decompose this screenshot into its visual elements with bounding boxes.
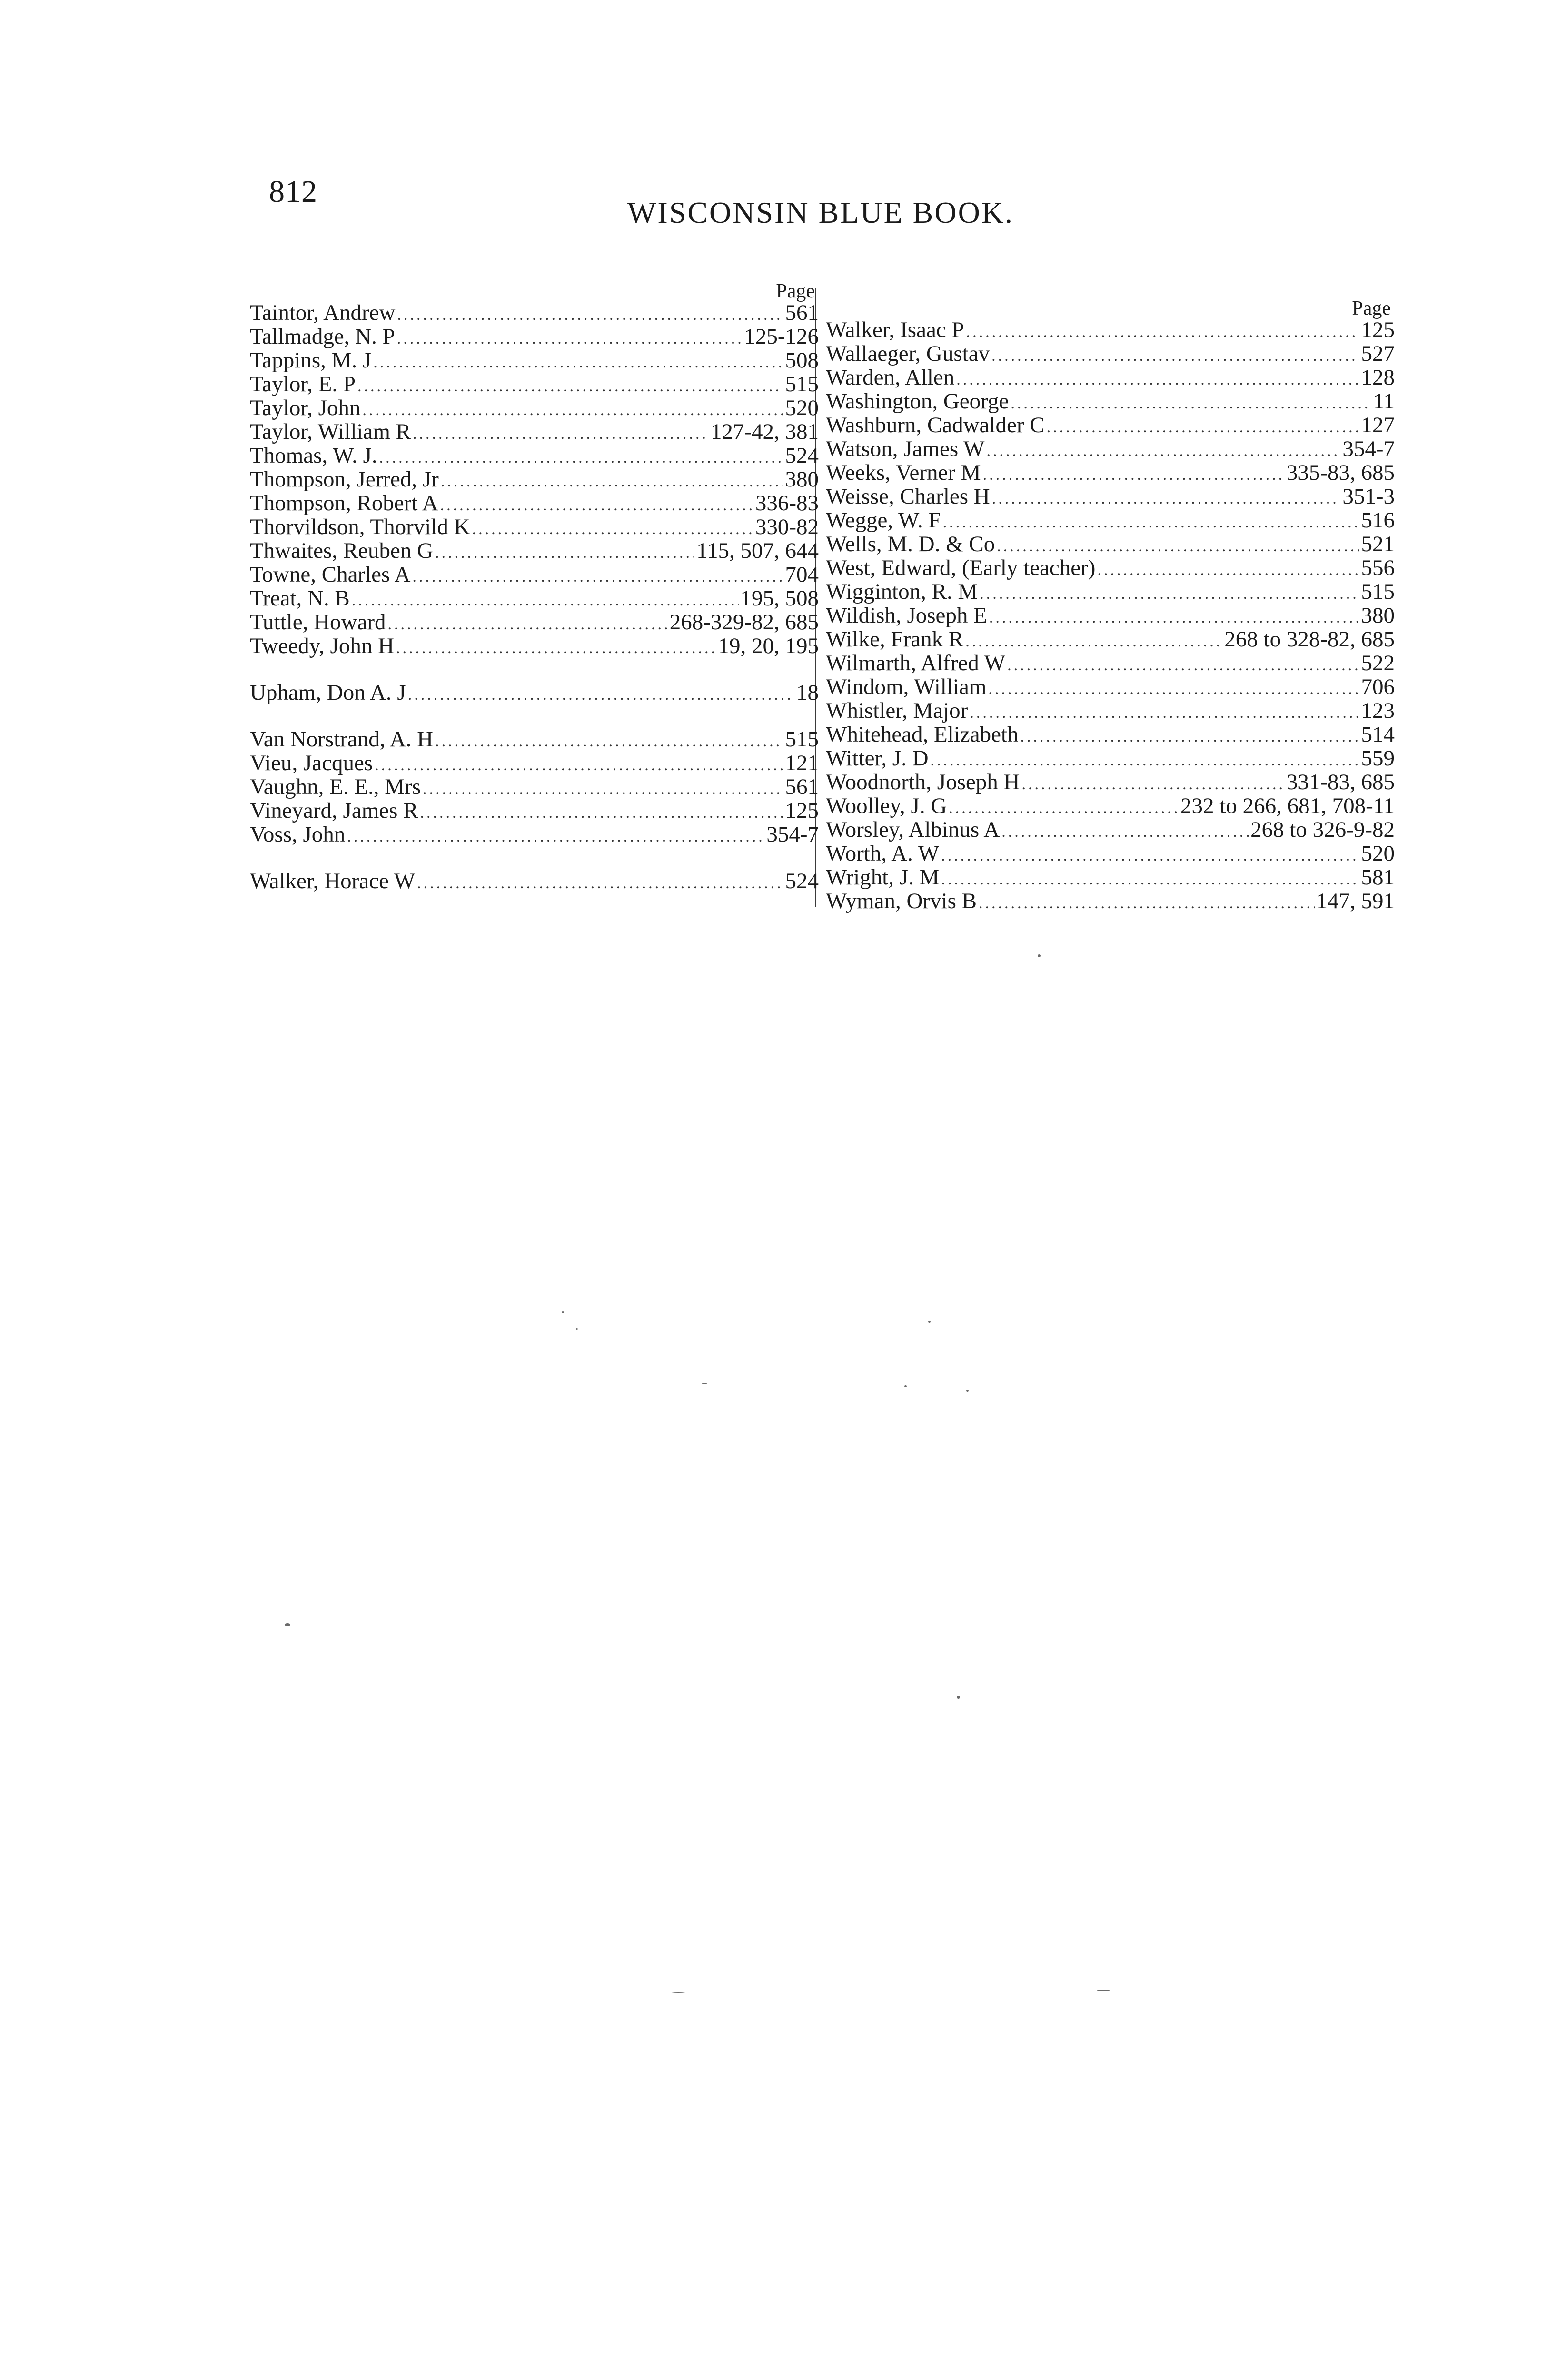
dot-leader [397, 303, 783, 327]
entry-name: Weeks, Verner M [826, 460, 981, 485]
entry-pages: 380 [785, 467, 819, 492]
entry-name: Whistler, Major [826, 698, 968, 723]
dot-leader [441, 470, 783, 494]
entry-name: Vaughn, E. E., Mrs [250, 774, 421, 799]
dot-leader [435, 730, 783, 754]
entry-pages: 581 [1361, 865, 1395, 890]
entry-name: West, Edward, (Early teacher) [826, 555, 1096, 580]
dot-leader [347, 825, 764, 849]
entry-name: Thompson, Robert A [250, 491, 438, 516]
dot-leader [983, 463, 1285, 487]
entry-pages: 127-42, 381 [710, 419, 819, 444]
entry-name: Upham, Don A. J [250, 680, 406, 705]
index-entry [250, 325, 819, 348]
index-entry [826, 770, 1395, 794]
dot-leader [970, 701, 1359, 725]
index-entry [250, 491, 819, 515]
dot-leader [949, 796, 1179, 820]
index-entry [250, 799, 819, 823]
index-entry [250, 634, 819, 658]
index-entry [826, 508, 1395, 532]
scan-speck [957, 1696, 960, 1699]
index-entry [250, 467, 819, 491]
scan-speck [966, 1390, 969, 1392]
section-gap [250, 846, 819, 869]
entry-pages: 508 [785, 348, 819, 373]
entry-pages: 268 to 328-82, 685 [1224, 627, 1395, 652]
dot-leader [412, 565, 783, 589]
index-entry [826, 389, 1395, 413]
dot-leader [986, 439, 1340, 463]
entry-pages: 123 [1361, 698, 1395, 723]
page-column-heading: Page [776, 280, 815, 302]
index-entry [250, 610, 819, 634]
entry-pages: 520 [1361, 841, 1395, 866]
entry-pages: 268-329-82, 685 [669, 610, 819, 635]
entry-pages: 514 [1361, 722, 1395, 747]
entry-pages: 516 [1361, 508, 1395, 533]
entry-name: Wildish, Joseph E [826, 603, 987, 628]
entry-pages: 335-83, 685 [1286, 460, 1395, 485]
dot-leader [980, 582, 1359, 606]
entry-pages: 521 [1361, 532, 1395, 556]
index-entry [826, 723, 1395, 746]
entry-pages: 559 [1361, 746, 1395, 771]
index-entry [826, 413, 1395, 437]
index-entry [826, 485, 1395, 508]
index-column-right [826, 299, 1395, 913]
scan-speck [702, 1383, 707, 1384]
entry-name: Windom, William [826, 674, 987, 699]
entry-name: Watson, James W [826, 436, 985, 461]
dot-leader [379, 446, 783, 470]
index-entry [250, 823, 819, 846]
dot-leader [988, 677, 1359, 701]
entry-name: Treat, N. B [250, 586, 350, 611]
index-entry [826, 366, 1395, 389]
entry-pages: 556 [1361, 555, 1395, 580]
entry-pages: 268 to 326-9-82 [1250, 817, 1395, 842]
dot-leader [943, 511, 1359, 535]
index-column-left [250, 282, 819, 893]
entry-pages: 127 [1361, 413, 1395, 437]
entry-name: Walker, Horace W [250, 869, 416, 893]
entry-pages: 232 to 266, 681, 708-11 [1180, 793, 1395, 818]
index-entry [826, 532, 1395, 556]
entry-pages: 706 [1361, 674, 1395, 699]
scan-speck [671, 1992, 685, 1993]
entry-name: Whitehead, Elizabeth [826, 722, 1019, 747]
entry-name: Tuttle, Howard [250, 610, 386, 635]
dot-leader [991, 344, 1359, 368]
entry-name: Towne, Charles A [250, 562, 411, 587]
entry-pages: 561 [785, 300, 819, 325]
dot-leader [1001, 820, 1249, 844]
dot-leader [440, 494, 753, 517]
dot-leader [397, 327, 743, 351]
index-entry [826, 889, 1395, 913]
entry-pages: 125-126 [744, 324, 819, 349]
index-entry [250, 586, 819, 610]
entry-pages: 380 [1361, 603, 1395, 628]
entry-name: Weisse, Charles H [826, 484, 990, 509]
entry-pages: 147, 591 [1316, 889, 1395, 913]
dot-leader [1011, 392, 1371, 416]
entry-name: Voss, John [250, 822, 346, 847]
entry-pages: 561 [785, 774, 819, 799]
scan-speck [1097, 1990, 1110, 1991]
page-number: 812 [269, 174, 317, 209]
entry-pages: 331-83, 685 [1286, 770, 1395, 794]
entry-pages: 336-83 [755, 491, 819, 516]
entry-pages: 520 [785, 396, 819, 420]
entry-pages: 522 [1361, 651, 1395, 675]
dot-leader [1021, 773, 1284, 796]
section-gap [250, 704, 819, 727]
entry-pages: 195, 508 [740, 586, 819, 611]
index-entry [826, 842, 1395, 865]
index-entry [826, 865, 1395, 889]
entry-name: Worth, A. W [826, 841, 940, 866]
scan-speck [904, 1385, 907, 1387]
index-entry [250, 539, 819, 563]
dot-leader [992, 487, 1341, 511]
index-entry [826, 746, 1395, 770]
entry-name: Woodnorth, Joseph H [826, 770, 1020, 794]
page-column-heading: Page [1352, 298, 1391, 319]
index-entry [826, 580, 1395, 604]
entry-name: Wilke, Frank R [826, 627, 964, 652]
index-entry [826, 318, 1395, 342]
index-entry [250, 869, 819, 893]
dot-leader [989, 606, 1359, 630]
scan-speck [576, 1328, 578, 1330]
dot-leader [435, 541, 694, 565]
entry-name: Thwaites, Reuben G [250, 538, 434, 563]
index-entry [250, 444, 819, 467]
entry-name: Taylor, E. P [250, 372, 356, 397]
entry-name: Van Norstrand, A. H [250, 727, 434, 752]
scan-speck [285, 1623, 290, 1626]
entry-name: Wilmarth, Alfred W [826, 651, 1006, 675]
dot-leader [997, 535, 1359, 558]
dot-leader [373, 351, 783, 375]
entry-pages: 115, 507, 644 [696, 538, 819, 563]
entry-name: Warden, Allen [826, 365, 955, 390]
dot-leader [375, 754, 783, 777]
dot-leader [956, 368, 1359, 392]
entry-name: Worsley, Albinus A [826, 817, 1000, 842]
entry-pages: 125 [1361, 317, 1395, 342]
entry-pages: 125 [785, 798, 819, 823]
index-entry [826, 556, 1395, 580]
entry-name: Walker, Isaac P [826, 317, 964, 342]
dot-leader [965, 630, 1222, 654]
dot-leader [1047, 416, 1359, 439]
dot-leader [1007, 654, 1359, 677]
entry-pages: 128 [1361, 365, 1395, 390]
entry-name: Thorvildson, Thorvild K [250, 515, 470, 539]
entry-pages: 515 [785, 372, 819, 397]
entry-pages: 354-7 [766, 822, 819, 847]
index-entry [250, 515, 819, 539]
dot-leader [941, 844, 1359, 868]
index-entry [826, 794, 1395, 818]
entry-name: Tappins, M. J [250, 348, 372, 373]
running-head: WISCONSIN BLUE BOOK. [627, 196, 1014, 229]
entry-name: Vieu, Jacques [250, 751, 373, 775]
entry-name: Tweedy, John H [250, 634, 395, 658]
index-entry [250, 681, 819, 704]
entry-pages: 330-82 [755, 515, 819, 539]
entry-pages: 524 [785, 869, 819, 893]
entry-name: Wright, J. M [826, 865, 940, 890]
entry-name: Vineyard, James R [250, 798, 418, 823]
dot-leader [1021, 725, 1359, 749]
index-entry [826, 627, 1395, 651]
entry-name: Thompson, Jerred, Jr [250, 467, 439, 492]
dot-leader [966, 320, 1359, 344]
entry-pages: 354-7 [1342, 436, 1395, 461]
entry-name: Washington, George [826, 389, 1009, 414]
index-entry [826, 818, 1395, 842]
index-entry [826, 651, 1395, 675]
entry-name: Taylor, John [250, 396, 361, 420]
entry-name: Thomas, W. J. [250, 443, 377, 468]
index-entry [826, 699, 1395, 723]
scan-speck [562, 1311, 564, 1313]
index-entry [250, 563, 819, 586]
entry-name: Taintor, Andrew [250, 300, 396, 325]
entry-name: Woolley, J. G [826, 793, 947, 818]
dot-leader [396, 636, 716, 660]
entry-pages: 351-3 [1342, 484, 1395, 509]
dot-leader [413, 422, 709, 446]
index-entry [826, 437, 1395, 461]
entry-pages: 19, 20, 195 [718, 634, 819, 658]
entry-name: Wegge, W. F [826, 508, 941, 533]
dot-leader [472, 517, 753, 541]
index-entry [250, 348, 819, 372]
entry-name: Wells, M. D. & Co [826, 532, 995, 556]
entry-pages: 18 [796, 680, 819, 705]
index-entry [250, 396, 819, 420]
dot-leader [357, 375, 783, 398]
entry-pages: 11 [1373, 389, 1395, 414]
index-entry [250, 420, 819, 444]
entry-pages: 515 [1361, 579, 1395, 604]
index-entry [250, 775, 819, 799]
dot-leader [941, 868, 1359, 892]
entry-name: Wigginton, R. M [826, 579, 978, 604]
dot-leader [362, 398, 783, 422]
entry-name: Washburn, Cadwalder C [826, 413, 1045, 437]
dot-leader [417, 872, 783, 895]
dot-leader [931, 749, 1359, 773]
index-entry [826, 675, 1395, 699]
dot-leader [388, 613, 668, 636]
entry-pages: 524 [785, 443, 819, 468]
entry-pages: 704 [785, 562, 819, 587]
entry-name: Taylor, William R [250, 419, 411, 444]
dot-leader [352, 589, 739, 613]
dot-leader [1097, 558, 1359, 582]
entry-name: Wyman, Orvis B [826, 889, 977, 913]
dot-leader [408, 683, 794, 707]
dot-leader [423, 777, 783, 801]
index-entry [250, 751, 819, 775]
entry-pages: 515 [785, 727, 819, 752]
entry-pages: 121 [785, 751, 819, 775]
index-entry [250, 301, 819, 325]
index-entry [826, 342, 1395, 366]
index-entry [826, 604, 1395, 627]
entry-name: Witter, J. D [826, 746, 929, 771]
entry-name: Wallaeger, Gustav [826, 341, 990, 366]
dot-leader [420, 801, 783, 825]
section-gap [250, 658, 819, 681]
index-entry [826, 461, 1395, 485]
scan-speck [928, 1321, 931, 1323]
index-entry [250, 372, 819, 396]
scan-speck [1038, 954, 1041, 957]
index-entry [250, 727, 819, 751]
entry-pages: 527 [1361, 341, 1395, 366]
entry-name: Tallmadge, N. P [250, 324, 395, 349]
dot-leader [979, 892, 1315, 915]
